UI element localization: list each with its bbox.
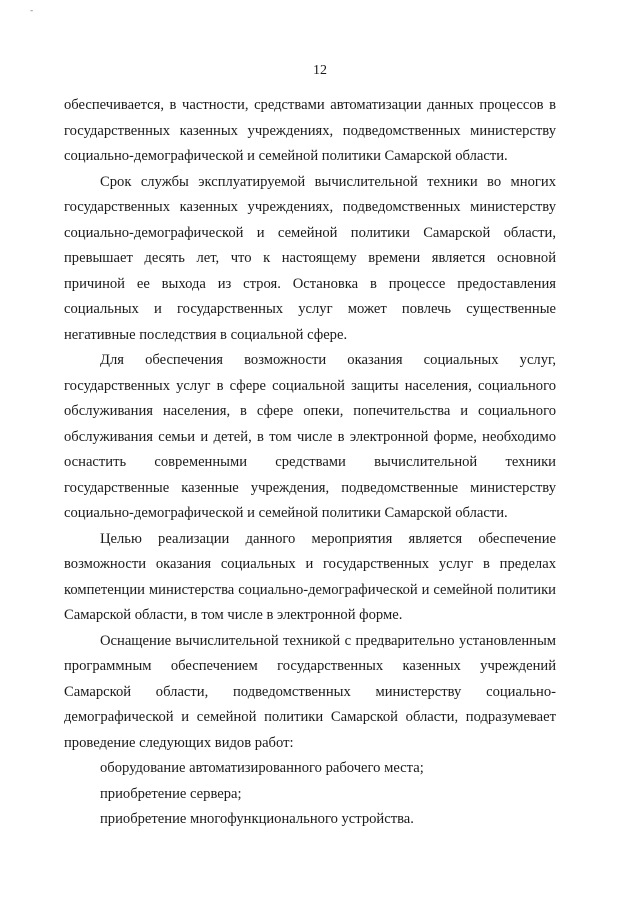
paragraph-works-intro: Оснащение вычислительной техникой с предварительно установленным программным обеспечением государственных казенных учреждений Самарской области, подведомственных министерству социально-демографической и семейной политики Самарской области, подразумевает проведение следующих видов работ:: [64, 632, 556, 751]
paragraph-equipment-need: Для обеспечения возможности оказания социальных услуг, государственных услуг в сфере социальной защиты населения, социального обслуживания населения, в сфере опеки, попечительства и социального обслуживания семьи и детей, в том числе в электронной форме, необходимо оснастить современными средствами вычислительной техники государственные казенные учреждения, подведомственные министерству социально-демографической и семейной политики Самарской области.: [64, 352, 556, 521]
list-item-mfp: приобретение многофункционального устройства.: [100, 811, 414, 827]
paragraph-goal: Целью реализации данного мероприятия является обеспечение возможности оказания социальных и государственных услуг в пределах компетенции министерства социально-демографической и семейной политики Самарской области, в том числе в электронной форме.: [64, 530, 556, 623]
list-item-workstation: оборудование автоматизированного рабочего места;: [100, 760, 424, 776]
list-item-server: приобретение сервера;: [100, 785, 242, 802]
corner-mark: -: [30, 6, 34, 16]
page-number: 12: [313, 63, 327, 78]
paragraph-continuation: обеспечивается, в частности, средствами автоматизации данных процессов в государственных казенных учреждениях, подведомственных министерству социально-демографической и семейной политики Самарской области.: [64, 97, 556, 164]
paragraph-equipment-age: Срок службы эксплуатируемой вычислительной техники во многих государственных казенных учреждениях, подведомственных министерству социально-демографической и семейной политики Самарской области, превышает десять лет, что к настоящему времени является основной причиной ее выхода из строя. Остановка в процессе предоставления социальных и государственных услуг может повлечь существенные негативные последствия в социальной сфере.: [64, 173, 556, 343]
document-body: [64, 93, 556, 833]
